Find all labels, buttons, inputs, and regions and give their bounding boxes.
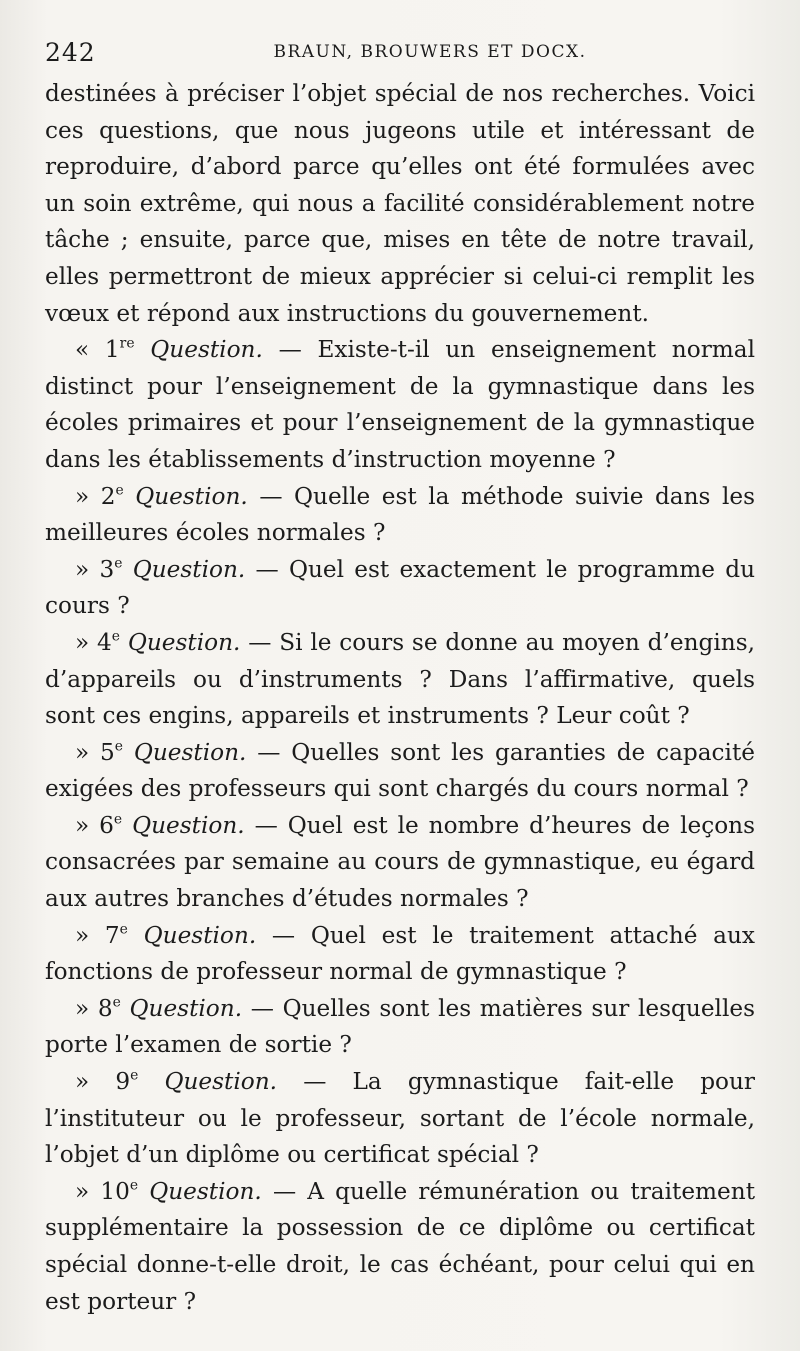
question-paragraph	[45, 991, 755, 1064]
quote-mark: »	[75, 1068, 90, 1096]
question-text: — Quel est le traitement attaché aux fonctions de professeur normal de gymnastique ?	[45, 921, 755, 986]
question-paragraph	[45, 1064, 755, 1174]
quote-mark: »	[75, 921, 90, 949]
ordinal-suffix: e	[114, 737, 124, 754]
page-number: 242	[45, 38, 96, 67]
question-label: Question.	[132, 555, 246, 583]
question-number: 9	[115, 1068, 131, 1096]
question-text: — Quelle est la méthode suivie dans les meilleures écoles normales ?	[45, 482, 755, 547]
ordinal-suffix: e	[119, 920, 128, 937]
question-label: Question.	[133, 738, 247, 766]
ordinal-suffix: e	[112, 994, 121, 1011]
ordinal-suffix: e	[115, 481, 124, 498]
question-number: 3	[99, 555, 115, 583]
question-paragraph	[45, 735, 755, 808]
question-number: 6	[99, 811, 114, 839]
question-text: — Existe-t-il un enseignement normal distinct pour l’enseignement de la gymnastique dans les écoles primaires et pour l’enseignement de la gymnastique dans les établissements d’instruction moyenne ?	[45, 336, 756, 473]
question-paragraph	[45, 552, 755, 625]
ordinal-suffix: e	[111, 628, 120, 645]
question-number: 10	[100, 1177, 130, 1205]
question-text: — Quelles sont les garanties de capacité exigées des professeurs qui sont chargés du cours normal ?	[45, 738, 755, 803]
quote-mark: »	[75, 555, 90, 583]
question-label: Question.	[127, 628, 241, 656]
quote-mark: »	[75, 628, 90, 656]
question-text: — Si le cours se donne au moyen d’engins, d’appareils ou d’instruments ? Dans l’affirmative, quels sont ces engins, appareils et instruments ? Leur coût ?	[45, 628, 755, 730]
question-label: Question.	[135, 482, 248, 510]
question-label: Question.	[132, 811, 245, 839]
question-number: 8	[97, 994, 113, 1022]
question-number: 5	[100, 738, 115, 766]
question-list	[45, 332, 755, 1320]
quote-mark: »	[75, 994, 90, 1022]
quote-mark: »	[75, 1177, 90, 1205]
question-number: 2	[100, 482, 116, 510]
question-text: — Quelles sont les matières sur lesquelles porte l’examen de sortie ?	[45, 994, 755, 1059]
quote-mark: »	[75, 482, 90, 510]
question-paragraph	[45, 1174, 755, 1320]
ordinal-suffix: e	[113, 811, 123, 828]
question-paragraph	[45, 479, 755, 552]
question-label: Question.	[149, 1177, 262, 1205]
question-text: — Quel est exactement le programme du cours ?	[45, 555, 756, 620]
question-paragraph	[45, 332, 755, 478]
quote-mark: »	[75, 811, 90, 839]
question-number: 7	[104, 921, 120, 949]
question-label: Question.	[129, 994, 243, 1022]
question-number: 1	[104, 336, 120, 364]
intro-paragraph: destinées à préciser l’objet spécial de nos recherches. Voici ces questions, que nous jugeons utile et intéressant de reproduire, d’abord parce qu’elles ont été formulées avec un soin extrême, qui nous a facilité considérablement notre tâche ; ensuite, parce que, mises en tête de notre travail, elles permettront de mieux apprécier si celui-ci remplit les vœux et répond aux instructions du gouvernement.	[45, 80, 755, 327]
page-header	[45, 38, 755, 72]
question-text: — A quelle rémunération ou traitement supplémentaire la possession de ce diplôme ou certificat spécial donne-t-elle droit, le cas échéant, pour celui qui en est porteur ?	[45, 1177, 756, 1315]
ordinal-suffix: e	[130, 1067, 139, 1084]
question-label: Question.	[150, 336, 263, 364]
quote-mark: «	[75, 336, 90, 364]
quote-mark: »	[75, 738, 90, 766]
question-text: — La gymnastique fait-elle pour l’instituteur ou le professeur, sortant de l’école normale, l’objet d’un diplôme ou certificat spécial ?	[45, 1068, 756, 1169]
body-text	[45, 76, 755, 1320]
question-number: 4	[97, 628, 112, 656]
question-paragraph	[45, 625, 755, 735]
question-label: Question.	[143, 921, 257, 949]
ordinal-suffix: e	[114, 554, 123, 571]
running-head: BRAUN, BROUWERS ET DOCX.	[273, 42, 587, 62]
question-label: Question.	[164, 1068, 278, 1096]
ordinal-suffix: e	[129, 1177, 139, 1194]
question-paragraph	[45, 808, 755, 918]
ordinal-suffix: re	[119, 335, 135, 352]
question-paragraph	[45, 918, 755, 991]
question-text: — Quel est le nombre d’heures de leçons consacrées par semaine au cours de gymnastique, eu égard aux autres branches d’études normales ?	[45, 811, 755, 913]
